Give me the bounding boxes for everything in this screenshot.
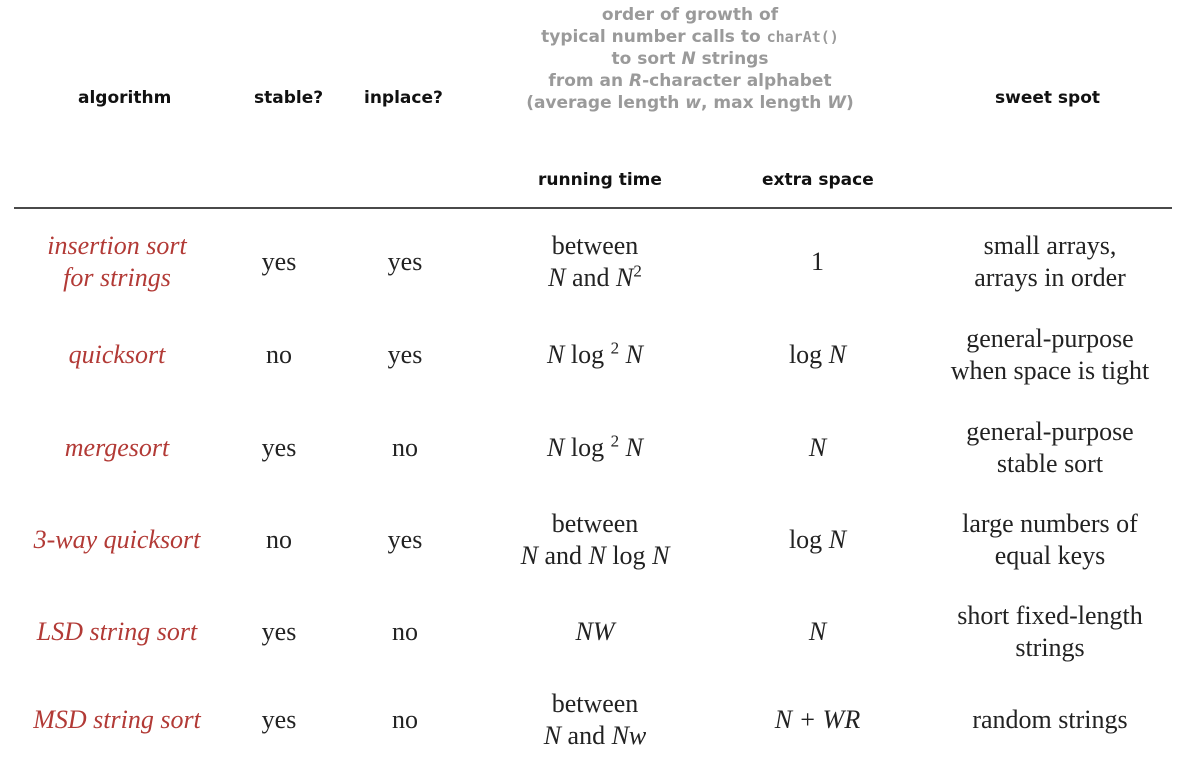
math-Nw: Nw — [611, 721, 647, 750]
sweet-spot-cell — [920, 398, 1180, 498]
math-N: N — [619, 340, 643, 369]
growth-line-5-c: ) — [846, 93, 854, 113]
running-time-cell — [470, 490, 720, 590]
algorithm-name: LSD string sort — [36, 617, 198, 646]
table-row — [0, 212, 1188, 312]
running-time-value — [547, 339, 643, 371]
math-N: N — [619, 433, 643, 462]
sweet-spot-line1: large numbers of — [962, 509, 1138, 538]
stable-cell — [232, 490, 326, 590]
extra-space-value: 1 — [811, 247, 824, 276]
running-time-value: NW — [575, 617, 615, 646]
stable-value: yes — [261, 433, 297, 462]
extra-space-cell — [725, 670, 910, 770]
running-time-line2 — [521, 540, 670, 572]
math-exponent: 2 — [610, 431, 620, 451]
stable-cell — [232, 670, 326, 770]
header-divider — [14, 207, 1172, 209]
header-inplace: inplace? — [364, 88, 443, 108]
inplace-value: yes — [387, 525, 423, 554]
stable-cell — [232, 305, 326, 405]
growth-line-5-b: , max length — [701, 93, 828, 113]
inplace-value: yes — [387, 247, 423, 276]
math-N: N — [828, 525, 847, 554]
running-time-cell — [470, 398, 720, 498]
running-time-cell — [470, 212, 720, 312]
inplace-value: no — [392, 705, 418, 734]
header-running-time: running time — [538, 170, 662, 190]
algorithm-cell — [8, 582, 226, 682]
growth-line-5 — [440, 92, 940, 114]
extra-space-cell — [725, 305, 910, 405]
algorithm-cell — [8, 212, 226, 312]
table-row — [0, 490, 1188, 590]
math-N: N — [547, 433, 565, 462]
sweet-spot-line1: small arrays, — [983, 231, 1117, 260]
stable-value: no — [266, 340, 292, 369]
running-time-line1: between — [551, 509, 639, 538]
running-time-line2 — [544, 720, 647, 752]
growth-line-4-prefix: from an — [548, 71, 630, 91]
math-log: log — [605, 541, 653, 570]
stable-value: no — [266, 525, 292, 554]
math-log: log — [564, 340, 611, 369]
growth-line-5-a: (average length — [526, 93, 686, 113]
math-and: and — [537, 541, 589, 570]
inplace-cell — [350, 582, 460, 682]
sweet-spot-line2: strings — [1015, 633, 1085, 662]
header-sweet-spot: sweet spot — [995, 88, 1101, 108]
math-N: N — [543, 721, 562, 750]
algorithm-name: mergesort — [64, 433, 170, 462]
running-time-value — [547, 432, 643, 464]
growth-line-2-code: charAt() — [766, 28, 839, 46]
extra-space-value: N + WR — [774, 705, 861, 734]
stable-value: yes — [261, 247, 297, 276]
extra-space-value: N — [808, 617, 827, 646]
stable-value: yes — [261, 617, 297, 646]
sweet-spot-line1: short fixed-length — [957, 601, 1143, 630]
sweet-spot-cell — [920, 212, 1180, 312]
math-N: N — [548, 263, 566, 292]
math-N: N — [588, 541, 606, 570]
header-stable: stable? — [254, 88, 324, 108]
sweet-spot-line2: stable sort — [996, 449, 1104, 478]
growth-line-3-rest: strings — [695, 49, 769, 69]
algorithm-cell — [8, 670, 226, 770]
extra-space-value: N — [808, 433, 827, 462]
math-N: N — [616, 263, 634, 292]
math-N: N — [520, 541, 538, 570]
math-exponent: 2 — [633, 261, 642, 281]
growth-line-3-N: N — [681, 49, 696, 69]
header-extra-space: extra space — [762, 170, 874, 190]
growth-line-3 — [440, 48, 940, 70]
table-row — [0, 670, 1188, 770]
running-time-line1: between — [551, 689, 639, 718]
sweet-spot-cell — [920, 670, 1180, 770]
inplace-cell — [350, 212, 460, 312]
header-algorithm: algorithm — [78, 88, 172, 108]
math-log: log — [788, 525, 829, 554]
inplace-cell — [350, 490, 460, 590]
extra-space-value — [789, 524, 846, 556]
growth-line-2-text: typical number calls to — [541, 27, 767, 47]
extra-space-cell — [725, 582, 910, 682]
inplace-cell — [350, 670, 460, 770]
inplace-value: no — [392, 617, 418, 646]
extra-space-cell — [725, 490, 910, 590]
table-row — [0, 582, 1188, 682]
sweet-spot-line1: general-purpose — [966, 324, 1134, 353]
table-row — [0, 305, 1188, 405]
math-N: N — [547, 340, 565, 369]
algorithm-name-line2: for strings — [63, 263, 171, 292]
math-exponent: 2 — [610, 338, 620, 358]
growth-line-2 — [440, 26, 940, 48]
stable-cell — [232, 582, 326, 682]
stable-cell — [232, 398, 326, 498]
math-log: log — [564, 433, 611, 462]
growth-line-4-rest: -character alphabet — [642, 71, 832, 91]
math-N: N — [652, 541, 670, 570]
inplace-value: yes — [387, 340, 423, 369]
algorithm-cell — [8, 305, 226, 405]
sweet-spot-line2: arrays in order — [974, 263, 1126, 292]
math-N: N — [828, 340, 847, 369]
growth-line-4-R: R — [629, 71, 643, 91]
algorithm-cell — [8, 398, 226, 498]
stable-cell — [232, 212, 326, 312]
extra-space-cell — [725, 212, 910, 312]
algorithm-name: MSD string sort — [33, 705, 201, 734]
sweet-spot-cell — [920, 582, 1180, 682]
inplace-value: no — [392, 433, 418, 462]
math-and: and — [561, 721, 612, 750]
running-time-cell — [470, 582, 720, 682]
inplace-cell — [350, 398, 460, 498]
growth-line-5-W: W — [827, 93, 847, 113]
extra-space-value — [789, 339, 846, 371]
running-time-line1: between — [551, 231, 639, 260]
extra-space-cell — [725, 398, 910, 498]
sweet-spot-line1: general-purpose — [966, 417, 1134, 446]
growth-line-3-prefix: to sort — [611, 49, 682, 69]
running-time-cell — [470, 670, 720, 770]
sweet-spot-line2: equal keys — [994, 541, 1106, 570]
algorithm-cell — [8, 490, 226, 590]
growth-line-1: order of growth of — [601, 5, 779, 25]
header-order-of-growth — [440, 4, 940, 114]
sweet-spot-line2: when space is tight — [950, 356, 1150, 385]
growth-line-5-w: w — [685, 93, 702, 113]
sweet-spot-cell — [920, 490, 1180, 590]
growth-line-4 — [440, 70, 940, 92]
table-row — [0, 398, 1188, 498]
math-log: log — [788, 340, 829, 369]
algorithm-name: 3-way quicksort — [33, 525, 201, 554]
algorithm-name: quicksort — [68, 340, 166, 369]
running-time-cell — [470, 305, 720, 405]
stable-value: yes — [261, 705, 297, 734]
algorithm-name-line1: insertion sort — [47, 231, 187, 260]
math-and: and — [565, 263, 617, 292]
sweet-spot-line1: random strings — [972, 705, 1128, 734]
sweet-spot-cell — [920, 305, 1180, 405]
inplace-cell — [350, 305, 460, 405]
running-time-line2 — [548, 262, 642, 294]
